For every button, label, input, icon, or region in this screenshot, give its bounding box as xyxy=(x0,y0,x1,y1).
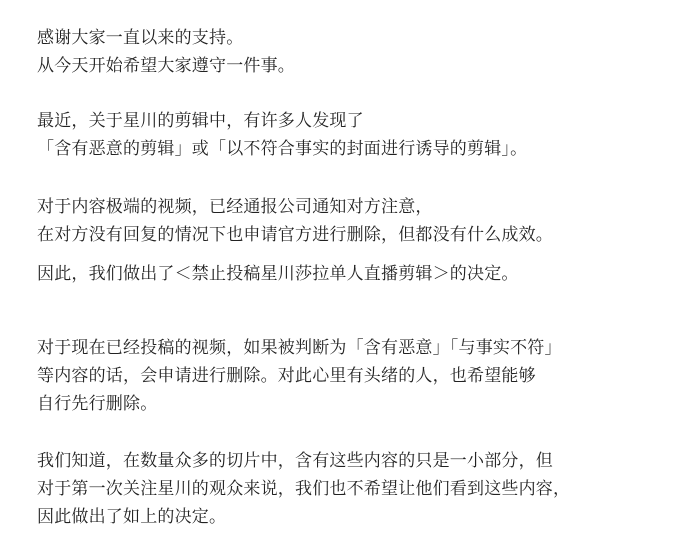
text-line: 因此，我们做出了＜禁止投稿星川莎拉单人直播剪辑＞的决定。 xyxy=(37,264,519,284)
text-line: 对于内容极端的视频，已经通报公司通知对方注意， xyxy=(37,197,433,217)
text-line: 感谢大家一直以来的支持。 xyxy=(37,28,244,48)
text-line: 最近，关于星川的剪辑中，有许多人发现了 xyxy=(37,111,364,131)
text-line: 对于第一次关注星川的观众来说，我们也不希望让他们看到这些内容， xyxy=(37,479,571,499)
text-line: 「含有恶意的剪辑」或「以不符合事实的封面进行诱导的剪辑」。 xyxy=(37,139,528,159)
text-line: 在对方没有回复的情况下也申请官方进行删除，但都没有什么成效。 xyxy=(37,225,553,245)
text-line: 自行先行删除。 xyxy=(37,394,158,414)
text-line: 我们知道，在数量众多的切片中，含有这些内容的只是一小部分，但 xyxy=(37,451,553,471)
text-line: 从今天开始希望大家遵守一件事。 xyxy=(37,56,295,76)
text-line: 因此做出了如上的决定。 xyxy=(37,507,227,527)
text-line: 对于现在已经投稿的视频，如果被判断为「含有恶意」「与事实不符」 xyxy=(37,338,562,358)
text-line: 等内容的话，会申请进行删除。对此心里有头绪的人，也希望能够 xyxy=(37,366,536,386)
